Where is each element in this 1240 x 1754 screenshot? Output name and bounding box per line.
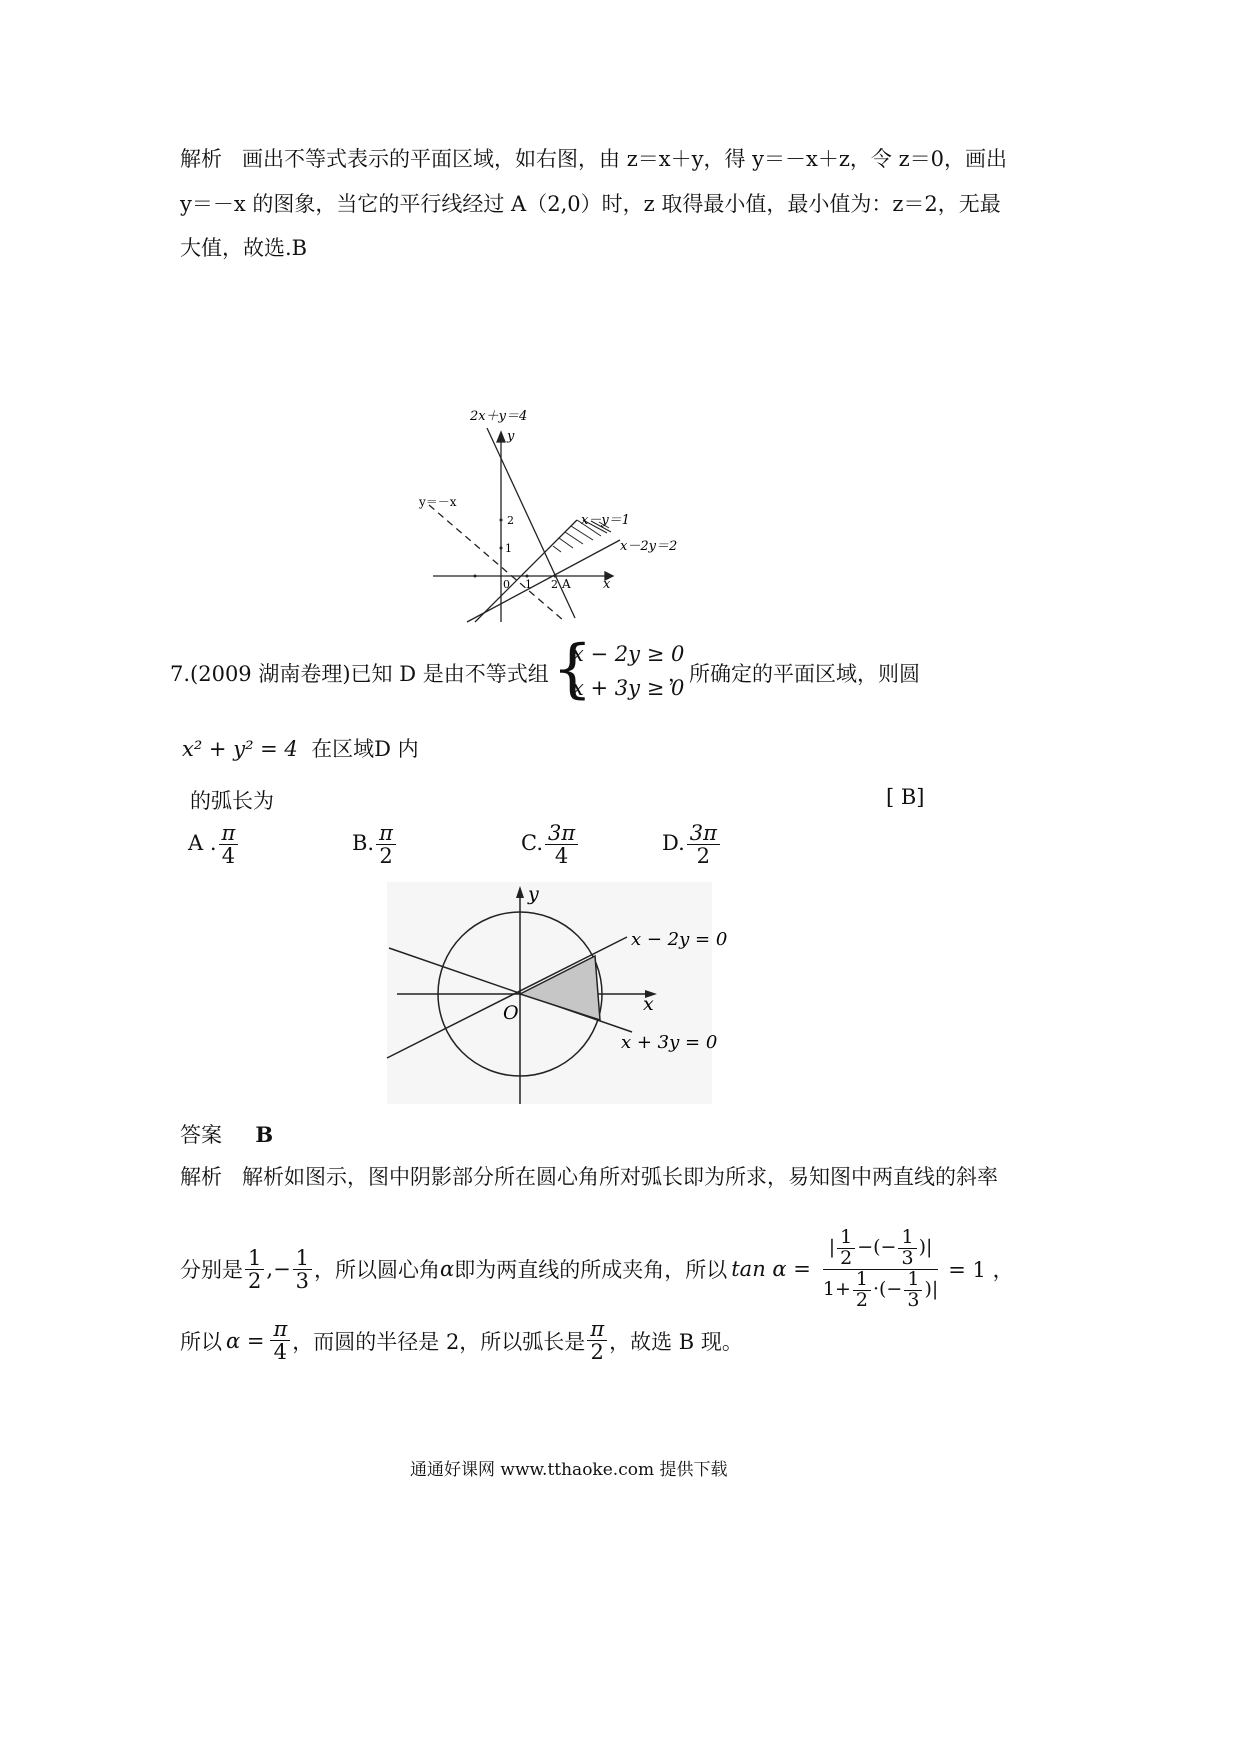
arc-frac-den: 2: [590, 1340, 604, 1365]
fig1-tick-x2: 2: [551, 578, 558, 591]
q7-ineq-1: x − 2y ≥ 0: [572, 642, 685, 666]
sol2-neg: −: [273, 1257, 291, 1282]
option-c-num: 3π: [545, 822, 578, 845]
tan-denominator: [817, 1267, 944, 1311]
sol2-alpha-eq: α =: [226, 1328, 265, 1353]
q7-suffix: ，所确定的平面区域，则圆: [668, 662, 920, 686]
solution-2-text-1: 解析如图示，图中阴影部分所在圆心角所对弧长即为所求，易知图中两直线的斜率: [242, 1165, 999, 1189]
alpha-frac-num: π: [270, 1318, 290, 1341]
solution-2-line-3: [180, 1318, 743, 1363]
q7-region: 在区域D 内: [311, 737, 419, 761]
q7-circle-eq: x² + y² = 4: [182, 737, 298, 761]
tan-num-f2-num: 1: [898, 1228, 916, 1249]
tan-den-f1-den: 2: [855, 1288, 868, 1311]
arc-frac-num: π: [587, 1318, 607, 1341]
sol2-text-c: 即为两直线的所成夹角，所以: [454, 1258, 728, 1283]
fig1-line-x-2y-2: [467, 540, 620, 622]
tan-num-f1-den: 2: [840, 1246, 853, 1269]
option-c-den: 4: [554, 844, 569, 869]
footer: 通通好课网 www.tthaoke.com 提供下载: [410, 1460, 728, 1480]
fig1-tick-o: 0: [503, 578, 510, 591]
q7-ineq-2: x + 3y ≥ 0: [572, 676, 685, 700]
fig1-tick-1: 1: [505, 542, 512, 555]
option-c-letter: C.: [521, 831, 543, 856]
answer-value: B: [255, 1122, 274, 1147]
tan-num-f2-den: 3: [901, 1246, 914, 1269]
figure-1-graph: [415, 400, 705, 630]
fig1-y-arrow: [497, 432, 505, 442]
option-a-num: π: [219, 822, 239, 845]
fig1-tick-2: 2: [507, 514, 514, 527]
fig1-label-y-neg-x: y＝－x: [419, 495, 457, 509]
option-b-num: π: [376, 822, 396, 845]
fig1-label-x: x: [603, 577, 611, 592]
tan-fraction: [817, 1228, 944, 1311]
sol2-eq-1: = 1 ，: [948, 1258, 1014, 1283]
solution-label: 解析: [180, 147, 222, 171]
tan-numerator: [823, 1228, 939, 1270]
fig1-tick-dots: [474, 519, 557, 578]
tan-den-f1-num: 1: [853, 1270, 871, 1291]
tan-num-close: )|: [918, 1236, 933, 1259]
fig1-label-x-y: x－y＝1: [581, 513, 630, 528]
tan-num-mid: −(−: [857, 1236, 897, 1259]
option-b-den: 2: [379, 844, 393, 869]
sol2-line3-b: ，而圆的半径是 2，所以弧长是: [292, 1329, 586, 1354]
figure-2-circle: [387, 882, 728, 1104]
tan-num-open: |: [828, 1236, 836, 1259]
option-d: [662, 822, 722, 867]
solution-1-line-1: [180, 143, 1007, 173]
sol2-line3-a: 所以: [180, 1329, 222, 1354]
option-d-den: 2: [696, 844, 711, 869]
answer-label: 答案: [180, 1123, 222, 1147]
sol2-text-a: 分别是: [180, 1258, 243, 1283]
tan-den-close: )|: [924, 1278, 939, 1301]
q7-answer-mark: [ B]: [886, 785, 925, 809]
fig2-label-y: y: [528, 883, 539, 905]
tan-den-f2-num: 1: [904, 1270, 922, 1291]
option-a: [188, 822, 240, 867]
slope2-num: 1: [293, 1247, 312, 1270]
solution-1-line-2: y＝－x 的图象，当它的平行线经过 A（2,0）时，z 取得最小值，最小值为：z＝2，无最: [180, 192, 1001, 216]
q7-brace: {: [552, 632, 593, 706]
tan-den-one: 1+: [822, 1278, 851, 1301]
fig1-label-2x-y: 2x＋y＝4: [470, 409, 528, 424]
solution-2-line-2: [180, 1228, 1014, 1311]
tan-num-f1-num: 1: [837, 1228, 855, 1249]
slope1-num: 1: [245, 1247, 264, 1270]
slope1-den: 2: [248, 1268, 262, 1293]
fig2-label-l2: x + 3y = 0: [621, 1032, 718, 1053]
sol2-alpha: α: [440, 1257, 455, 1282]
solution-1-text-1: 画出不等式表示的平面区域，如右图，由 z＝x＋y，得 y＝－x＋z，令 z＝0，画出: [242, 147, 1008, 171]
solution-2-line-1: [180, 1161, 998, 1191]
option-b-letter: B.: [352, 831, 375, 856]
sol2-line3-c: ，故选 B 现。: [609, 1329, 743, 1354]
fig2-label-x: x: [643, 993, 654, 1015]
fig1-tick-x1: 1: [525, 578, 532, 591]
fig1-label-y: y: [507, 429, 515, 444]
q7-line-2: [182, 733, 419, 763]
option-d-num: 3π: [687, 822, 720, 845]
fig1-line-y-neg-x: [429, 505, 563, 620]
solution-2-label: 解析: [180, 1165, 222, 1189]
sol2-comma: ,: [266, 1257, 274, 1282]
q7-arc: 的弧长为: [190, 789, 274, 813]
tan-den-f2-den: 3: [907, 1288, 920, 1311]
alpha-frac-den: 4: [273, 1340, 288, 1365]
q7-prefix: 7.(2009 湖南卷理)已知 D 是由不等式组: [170, 662, 549, 686]
sol2-text-b: ，所以圆心角: [314, 1258, 441, 1283]
answer-line: [180, 1119, 273, 1149]
solution-1-line-3: 大值，故选.B: [180, 236, 308, 260]
fig1-label-x-2y: x－2y＝2: [620, 539, 678, 554]
fig2-label-o: O: [503, 1002, 519, 1024]
fig2-label-l1: x − 2y = 0: [631, 929, 728, 950]
tan-den-mid: ·(−: [872, 1278, 903, 1301]
slope2-den: 3: [295, 1268, 310, 1293]
fig1-label-a: A: [562, 577, 571, 591]
option-c: [521, 822, 580, 867]
sol2-tan: tan α =: [731, 1257, 811, 1282]
option-a-den: 4: [221, 844, 236, 869]
option-b: [352, 822, 398, 867]
option-d-letter: D.: [662, 831, 685, 856]
option-a-letter: A .: [188, 831, 217, 856]
